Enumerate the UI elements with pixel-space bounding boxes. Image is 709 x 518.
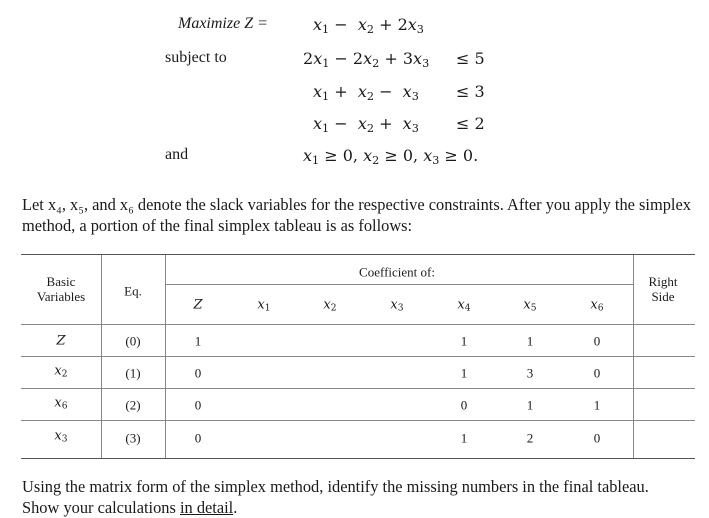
- col-header-x2: $x_2$: [323, 297, 337, 314]
- header-right-side: Right Side: [648, 274, 678, 304]
- simplex-tableau: [21, 254, 695, 459]
- header-eq: Eq.: [124, 283, 142, 299]
- col-header-x1: $x_1$: [257, 297, 271, 314]
- col-header-x6: $x_6$: [590, 297, 604, 314]
- closing-line-1: Using the matrix form of the simplex method, identify the missing numbers in the final tableau.: [22, 477, 649, 496]
- col-header-Z: Z: [193, 297, 203, 313]
- objective-label: Maximize Z =: [178, 15, 268, 32]
- cell-x5: 1: [526, 333, 534, 349]
- cell-x5: 2: [526, 430, 534, 446]
- cell-Z: 0: [194, 397, 202, 413]
- in-detail-underlined: in detail: [179, 498, 234, 517]
- row-eq: (0): [125, 333, 141, 349]
- constraint-1-expr: $2x_1 - 2x_2 + 3x_3$: [303, 49, 430, 70]
- cell-x6: 0: [593, 430, 601, 446]
- cell-x4: 1: [460, 430, 468, 446]
- row-basic: $x_3$: [54, 428, 68, 445]
- nonnegativity-constraints: $x_1 \ge 0$, $x_2 \ge 0$, $x_3 \ge 0$.: [303, 146, 479, 167]
- intro-paragraph: Let x₄, x₅, and x₆ denote the slack variables for the respective constraints. After you apply the simplex method, a portion of the final simplex tableau is as follows:: [22, 195, 691, 235]
- cell-Z: 1: [194, 333, 202, 349]
- col-header-x5: $x_5$: [523, 297, 537, 314]
- closing-paragraph: [22, 476, 702, 518]
- col-header-x4: $x_4$: [457, 297, 471, 314]
- cell-x6: 0: [593, 333, 601, 349]
- objective-expression: $x_1 - x_2 + 2x_3$: [313, 15, 424, 36]
- and-label: and: [165, 146, 189, 163]
- cell-x4: 1: [460, 333, 468, 349]
- subject-to-label: subject to: [165, 49, 227, 66]
- col-header-x3: $x_3$: [390, 297, 404, 314]
- cell-x4: 0: [460, 397, 468, 413]
- header-coefficient-of: Coefficient of:: [359, 264, 435, 280]
- cell-x5: 1: [526, 397, 534, 413]
- cell-x6: 0: [593, 365, 601, 381]
- cell-x5: 3: [526, 365, 534, 381]
- closing-line-2: Show your calculations in detail.: [22, 498, 238, 517]
- cell-Z: 0: [194, 430, 202, 446]
- row-eq: (2): [125, 397, 141, 413]
- row-eq: (3): [125, 430, 141, 446]
- constraint-1-rel: ≤ 5: [456, 49, 485, 68]
- constraint-3-rel: ≤ 2: [456, 114, 485, 133]
- cell-Z: 0: [194, 365, 202, 381]
- cell-x4: 1: [460, 365, 468, 381]
- row-basic: $x_2$: [54, 363, 68, 380]
- constraint-2-rel: ≤ 3: [456, 82, 485, 101]
- constraint-2-expr: $x_1 + x_2 - x_3$: [313, 82, 419, 103]
- header-basic-variables: Basic Variables: [36, 274, 86, 304]
- constraint-3-expr: $x_1 - x_2 + x_3$: [313, 114, 419, 135]
- row-eq: (1): [125, 365, 141, 381]
- row-basic: $x_6$: [54, 395, 68, 412]
- cell-x6: 1: [593, 397, 601, 413]
- row-basic: Z: [56, 333, 66, 349]
